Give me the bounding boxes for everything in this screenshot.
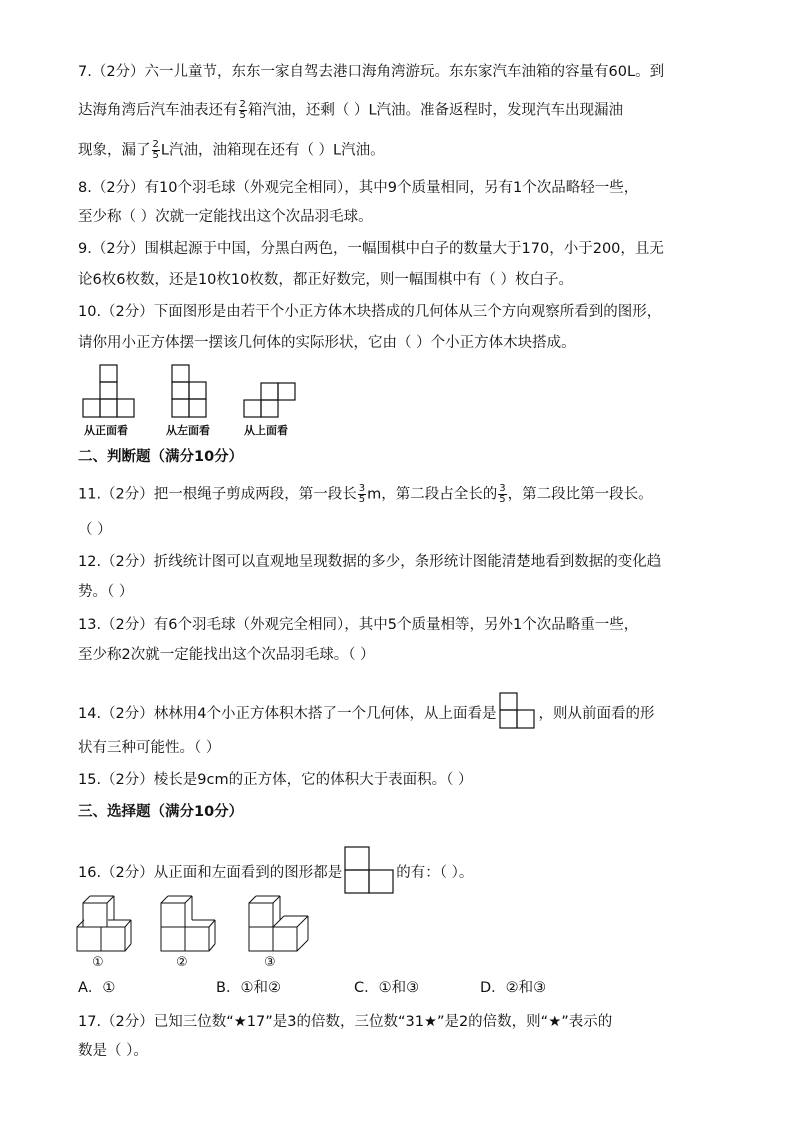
numerator: 3	[358, 483, 366, 494]
q14-line-1	[78, 692, 655, 736]
q7-line-3	[78, 140, 385, 161]
numerator: 2	[152, 139, 159, 150]
front-left-view-shape	[344, 846, 394, 900]
q13-line-1: 13.（2分）有6个羽毛球（外观完全相同），其中5个质量相等，另外1个次品略重一些，	[78, 617, 639, 633]
option-c[interactable]: C．①和③	[354, 980, 420, 996]
front-view-caption: 从正面看	[84, 424, 128, 437]
left-view-figure	[171, 364, 209, 420]
q7-text: 达海角湾后汽车油表还有	[78, 102, 238, 119]
section-3-heading: 三、选择题（满分10分）	[78, 804, 244, 820]
q9-line-2: 论6枚6枚数，还是10枚10枚数，都正好数完，则一幅围棋中有（ ）枚白子。	[78, 272, 573, 288]
q11-line-1	[78, 484, 653, 505]
fraction	[152, 140, 160, 161]
q11-text: m，第二段占全长的	[367, 486, 498, 503]
q12-line-2: 势。（ ）	[78, 584, 134, 600]
q15-line: 15.（2分）棱长是9cm的正方体，它的体积大于表面积。（ ）	[78, 772, 473, 788]
q11-answer-blank: （ ）	[78, 522, 112, 538]
q14-line-2: 状有三种可能性。（ ）	[78, 740, 221, 756]
q16-text: 16.（2分）从正面和左面看到的图形都是	[78, 865, 343, 881]
q7-line-1: 7.（2分）六一儿童节，东东一家自驾去港口海角湾游玩。东东家汽车油箱的容量有60L。到	[78, 64, 665, 80]
solid-figure-2	[160, 887, 216, 953]
denominator: 5	[358, 494, 366, 505]
q8-line-2: 至少称（ ）次就一定能找出这个次品羽毛球。	[78, 209, 373, 225]
option-b[interactable]: B．①和②	[216, 980, 281, 996]
q17-line-2: 数是（ ）。	[78, 1043, 148, 1059]
q7-text: 箱汽油，还剩（ ）L汽油。准备返程时，发现汽车出现漏油	[247, 102, 624, 119]
option-a[interactable]: A．①	[78, 980, 116, 996]
q13-line-2: 至少称2次就一定能找出这个次品羽毛球。（ ）	[78, 647, 375, 663]
fraction	[239, 100, 247, 121]
numerator: 2	[239, 99, 246, 110]
q12-line-1: 12.（2分）折线统计图可以直观地呈现数据的多少，条形统计图能清楚地看到数据的变化趋	[78, 554, 662, 570]
solid-label-1: ①	[92, 955, 104, 970]
denominator: 5	[499, 494, 506, 505]
left-view-caption: 从左面看	[166, 424, 210, 437]
q16-text: 的有：（ ）。	[396, 865, 474, 881]
q17-line-1: 17.（2分）已知三位数“★17”是3的倍数，三位数“31★”是2的倍数，则“★”表示的	[78, 1014, 613, 1030]
q14-text: 14.（2分）林林用4个小正方体积木搭了一个几何体，从上面看是	[78, 706, 497, 722]
solid-label-2: ②	[176, 955, 188, 970]
fraction	[498, 484, 506, 505]
q11-text: ，第二段比第一段长。	[507, 486, 653, 503]
q10-line-2: 请你用小正方体摆一摆该几何体的实际形状，它由（ ）个小正方体木块搭成。	[78, 335, 576, 351]
section-2-heading: 二、判断题（满分10分）	[78, 449, 244, 465]
solid-figure-3	[248, 887, 312, 953]
fraction	[358, 484, 366, 505]
q7-text: 现象，漏了	[78, 142, 151, 159]
q11-text: 11.（2分）把一根绳子剪成两段，第一段长	[78, 486, 357, 503]
q9-line-1: 9.（2分）围棋起源于中国，分黑白两色，一幅围棋中白子的数量大于170，小于200，且无	[78, 241, 664, 257]
q14-text: ，则从前面看的形	[538, 706, 655, 722]
option-d[interactable]: D．②和③	[480, 980, 547, 996]
q7-line-2	[78, 100, 623, 121]
solid-label-3: ③	[264, 955, 276, 970]
q7-text: L汽油，油箱现在还有（ ）L汽油。	[160, 142, 385, 159]
front-view-figure	[82, 364, 136, 420]
denominator: 5	[239, 110, 246, 121]
top-view-caption: 从上面看	[244, 424, 288, 437]
numerator: 3	[499, 483, 506, 494]
q8-line-1: 8.（2分）有10个羽毛球（外观完全相同），其中9个质量相同，另有1个次品略轻一些，	[78, 180, 639, 196]
q10-line-1: 10.（2分）下面图形是由若干个小正方体木块搭成的几何体从三个方向观察所看到的图形，	[78, 304, 662, 320]
top-view-figure	[243, 382, 297, 420]
solid-figure-1	[76, 887, 132, 953]
top-view-shape	[499, 692, 537, 736]
denominator: 5	[152, 150, 159, 161]
